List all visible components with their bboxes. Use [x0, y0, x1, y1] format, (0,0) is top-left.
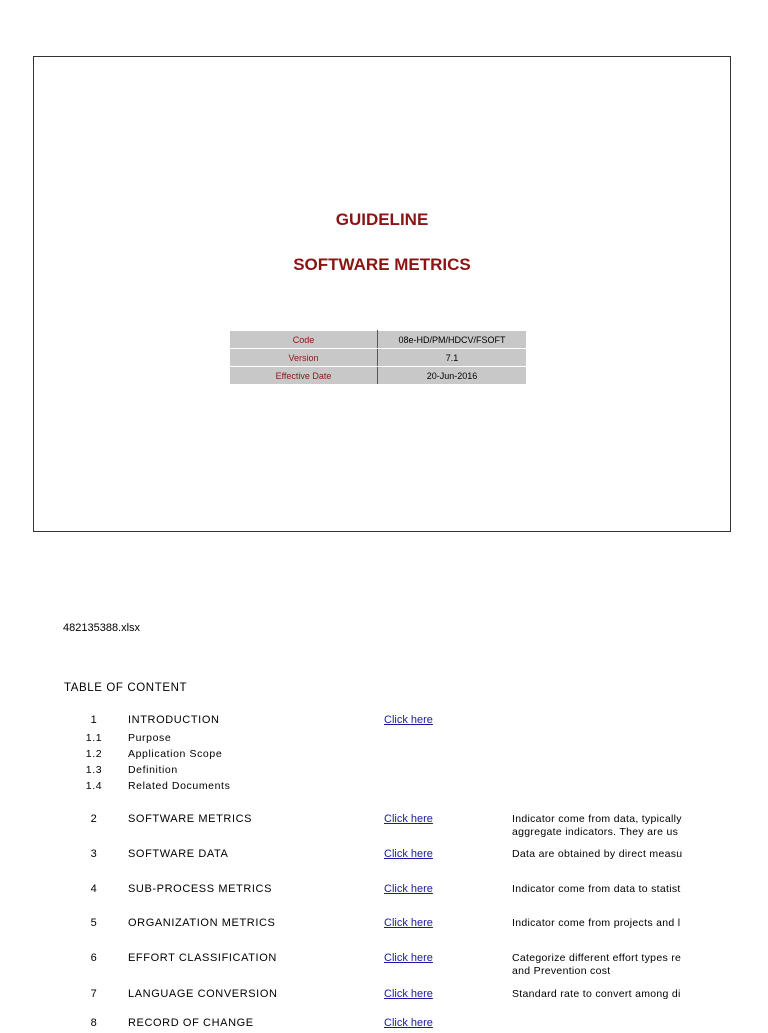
- section-number: 4: [90, 883, 98, 895]
- info-row-effective-date: [230, 367, 526, 385]
- document-subtitle: SOFTWARE METRICS: [293, 255, 471, 274]
- section-description: Data are obtained by direct measu: [512, 848, 683, 860]
- section-number: 2: [90, 813, 98, 825]
- section-name: SUB-PROCESS METRICS: [128, 883, 273, 895]
- toc-row-language-conversion: [0, 988, 768, 1004]
- click-here-link[interactable]: Click here: [384, 917, 433, 929]
- toc-subrow-definition: [0, 764, 768, 780]
- description-line: Indicator come from data, typically: [512, 813, 682, 825]
- toc-row-software-metrics: [0, 813, 768, 838]
- description-line: and Prevention cost: [512, 965, 611, 977]
- section-name: SOFTWARE METRICS: [128, 813, 253, 825]
- click-here-link[interactable]: Click here: [384, 1017, 433, 1029]
- section-description: Indicator come from data to statist: [512, 883, 681, 895]
- toc-subrow-related-documents: [0, 780, 768, 796]
- info-value: 20-Jun-2016: [378, 367, 527, 385]
- subsection-number: 1.2: [85, 748, 103, 760]
- section-name: RECORD OF CHANGE: [128, 1017, 254, 1029]
- subsection-number: 1.1: [85, 732, 103, 744]
- section-name: EFFORT CLASSIFICATION: [128, 952, 277, 964]
- info-value: 08e-HD/PM/HDCV/FSOFT: [378, 331, 527, 349]
- info-row-version: [230, 349, 526, 367]
- subsection-name: Application Scope: [128, 748, 223, 760]
- click-here-link[interactable]: Click here: [384, 813, 433, 825]
- info-label: Code: [230, 331, 378, 349]
- section-name: SOFTWARE DATA: [128, 848, 229, 860]
- section-name: LANGUAGE CONVERSION: [128, 988, 278, 1000]
- toc-row-sub-process-metrics: [0, 883, 768, 899]
- subsection-name: Related Documents: [128, 780, 231, 792]
- click-here-link[interactable]: Click here: [384, 883, 433, 895]
- click-here-link[interactable]: Click here: [384, 848, 433, 860]
- click-here-link[interactable]: Click here: [384, 988, 433, 1000]
- section-number: 5: [90, 917, 98, 929]
- click-here-link[interactable]: Click here: [384, 714, 433, 726]
- toc-row-software-data: [0, 848, 768, 864]
- section-name: ORGANIZATION METRICS: [128, 917, 276, 929]
- section-number: 3: [90, 848, 98, 860]
- subsection-name: Purpose: [128, 732, 172, 744]
- toc-subrow-application-scope: [0, 748, 768, 764]
- toc-row-effort-classification: [0, 952, 768, 977]
- document-title: GUIDELINE: [335, 210, 429, 229]
- section-description: Indicator come from projects and l: [512, 917, 681, 929]
- section-description: [512, 813, 704, 839]
- subsection-number: 1.4: [85, 780, 103, 792]
- toc-heading: TABLE OF CONTENT: [64, 682, 188, 694]
- subsection-number: 1.3: [85, 764, 103, 776]
- section-number: 1: [90, 714, 98, 726]
- document-info-table: [230, 330, 526, 385]
- info-label: Effective Date: [230, 367, 378, 385]
- section-number: 8: [90, 1017, 98, 1029]
- toc-row-organization-metrics: [0, 917, 768, 933]
- description-line: Categorize different effort types re: [512, 952, 682, 964]
- section-description: Standard rate to convert among di: [512, 988, 681, 1000]
- info-label: Version: [230, 349, 378, 367]
- toc-subrow-purpose: [0, 732, 768, 748]
- toc-row-introduction: [0, 714, 768, 730]
- toc-row-record-of-change: [0, 1017, 768, 1033]
- click-here-link[interactable]: Click here: [384, 952, 433, 964]
- file-name: 482135388.xlsx: [63, 622, 141, 634]
- subsection-name: Definition: [128, 764, 178, 776]
- info-row-code: [230, 331, 526, 349]
- section-number: 7: [90, 988, 98, 1000]
- cover-page: [33, 56, 731, 532]
- section-number: 6: [90, 952, 98, 964]
- info-value: 7.1: [378, 349, 527, 367]
- section-name: INTRODUCTION: [128, 714, 220, 726]
- section-description: [512, 952, 704, 978]
- description-line: aggregate indicators. They are us: [512, 826, 679, 838]
